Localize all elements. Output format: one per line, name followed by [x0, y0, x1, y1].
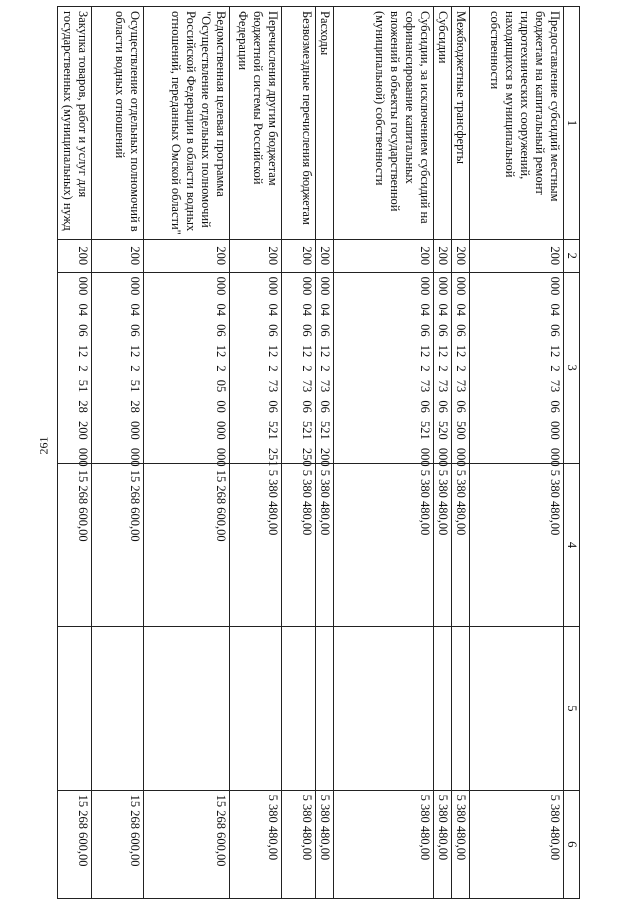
- table-row: [230, 7, 282, 899]
- header-col-4: 4: [564, 463, 580, 626]
- row-code: 200: [316, 239, 334, 272]
- row-classification: 000 04 06 12 2 73 06 520 000: [434, 272, 452, 463]
- table-row: [470, 7, 564, 899]
- row-name: Субсидии: [434, 7, 452, 240]
- row-name: Расходы: [316, 7, 334, 240]
- table-row: [282, 7, 316, 899]
- row-col5: [452, 627, 470, 790]
- row-col6: 15 268 600,00: [92, 790, 144, 898]
- row-col4: 5 380 480,00: [334, 463, 434, 626]
- table-row: [92, 7, 144, 899]
- table-row: [334, 7, 434, 899]
- table-row: [316, 7, 334, 899]
- row-classification: 000 04 06 12 2 73 06 521 200: [316, 272, 334, 463]
- row-col4: 5 380 480,00: [316, 463, 334, 626]
- row-code: 200: [144, 239, 230, 272]
- row-code: 200: [230, 239, 282, 272]
- row-classification: 000 04 06 12 2 51 28 000 000: [92, 272, 144, 463]
- row-name: Осуществление отдельных полномочий в области водных отношений: [92, 7, 144, 240]
- header-col-5: 5: [564, 627, 580, 790]
- row-col5: [334, 627, 434, 790]
- budget-table-rotated: [61, 6, 580, 899]
- row-name: Межбюджетные трансферты: [452, 7, 470, 240]
- row-code: 200: [452, 239, 470, 272]
- row-col6: 5 380 480,00: [470, 790, 564, 898]
- row-name: Ведомственная целевая программа "Осуществление отдельных полномочий Российской Федерации в области водных отношений, переданных Омской области": [144, 7, 230, 240]
- row-classification: 000 04 06 12 2 73 06 521 250: [282, 272, 316, 463]
- row-col5: [58, 627, 92, 790]
- row-code: 200: [58, 239, 92, 272]
- row-col5: [282, 627, 316, 790]
- row-col4: 15 268 600,00: [144, 463, 230, 626]
- row-col5: [144, 627, 230, 790]
- row-code: 200: [92, 239, 144, 272]
- table-row: [434, 7, 452, 899]
- row-code: 200: [434, 239, 452, 272]
- table-row: [58, 7, 92, 899]
- row-col4: 15 268 600,00: [92, 463, 144, 626]
- header-col-1: 1: [564, 7, 580, 240]
- row-name: Субсидии, за исключением субсидий на софинансирование капитальных вложений в объекты государственной (муниципальной) собственности: [334, 7, 434, 240]
- row-classification: 000 04 06 12 2 73 06 521 251: [230, 272, 282, 463]
- row-col6: 5 380 480,00: [334, 790, 434, 898]
- table-row: [144, 7, 230, 899]
- budget-table: [57, 6, 580, 899]
- row-col4: 5 380 480,00: [452, 463, 470, 626]
- header-row: [564, 7, 580, 899]
- row-code: 200: [282, 239, 316, 272]
- header-col-6: 6: [564, 790, 580, 898]
- row-col4: 5 380 480,00: [230, 463, 282, 626]
- row-col6: 5 380 480,00: [282, 790, 316, 898]
- row-col5: [230, 627, 282, 790]
- row-col5: [434, 627, 452, 790]
- row-col6: 5 380 480,00: [316, 790, 334, 898]
- row-col6: 5 380 480,00: [230, 790, 282, 898]
- row-col5: [316, 627, 334, 790]
- row-classification: 000 04 06 12 2 73 06 500 000: [452, 272, 470, 463]
- row-classification: 000 04 06 12 2 73 06 000 000: [470, 272, 564, 463]
- row-name: Перечисления другим бюджетам бюджетной системы Российской Федерации: [230, 7, 282, 240]
- row-col4: 15 268 600,00: [58, 463, 92, 626]
- row-col5: [92, 627, 144, 790]
- row-col6: 5 380 480,00: [434, 790, 452, 898]
- row-classification: 000 04 06 12 2 51 28 200 000: [58, 272, 92, 463]
- header-col-3: 3: [564, 272, 580, 463]
- row-code: 200: [334, 239, 434, 272]
- row-col5: [470, 627, 564, 790]
- row-col4: 5 380 480,00: [470, 463, 564, 626]
- table-row: [452, 7, 470, 899]
- row-classification: 000 04 06 12 2 05 00 000 000: [144, 272, 230, 463]
- header-col-2: 2: [564, 239, 580, 272]
- row-col6: 15 268 600,00: [144, 790, 230, 898]
- row-col4: 5 380 480,00: [434, 463, 452, 626]
- page-number: 261: [36, 436, 51, 455]
- row-col6: 15 268 600,00: [58, 790, 92, 898]
- row-col4: 5 380 480,00: [282, 463, 316, 626]
- row-classification: 000 04 06 12 2 73 06 521 000: [334, 272, 434, 463]
- row-code: 200: [470, 239, 564, 272]
- row-name: Закупка товаров, работ и услуг для государственных (муниципальных) нужд: [58, 7, 92, 240]
- row-name: Предоставление субсидий местным бюджетам на капитальный ремонт гидротехнических сооружений, находящихся в муниципальной собственности: [470, 7, 564, 240]
- row-name: Безвозмездные перечисления бюджетам: [282, 7, 316, 240]
- row-col6: 5 380 480,00: [452, 790, 470, 898]
